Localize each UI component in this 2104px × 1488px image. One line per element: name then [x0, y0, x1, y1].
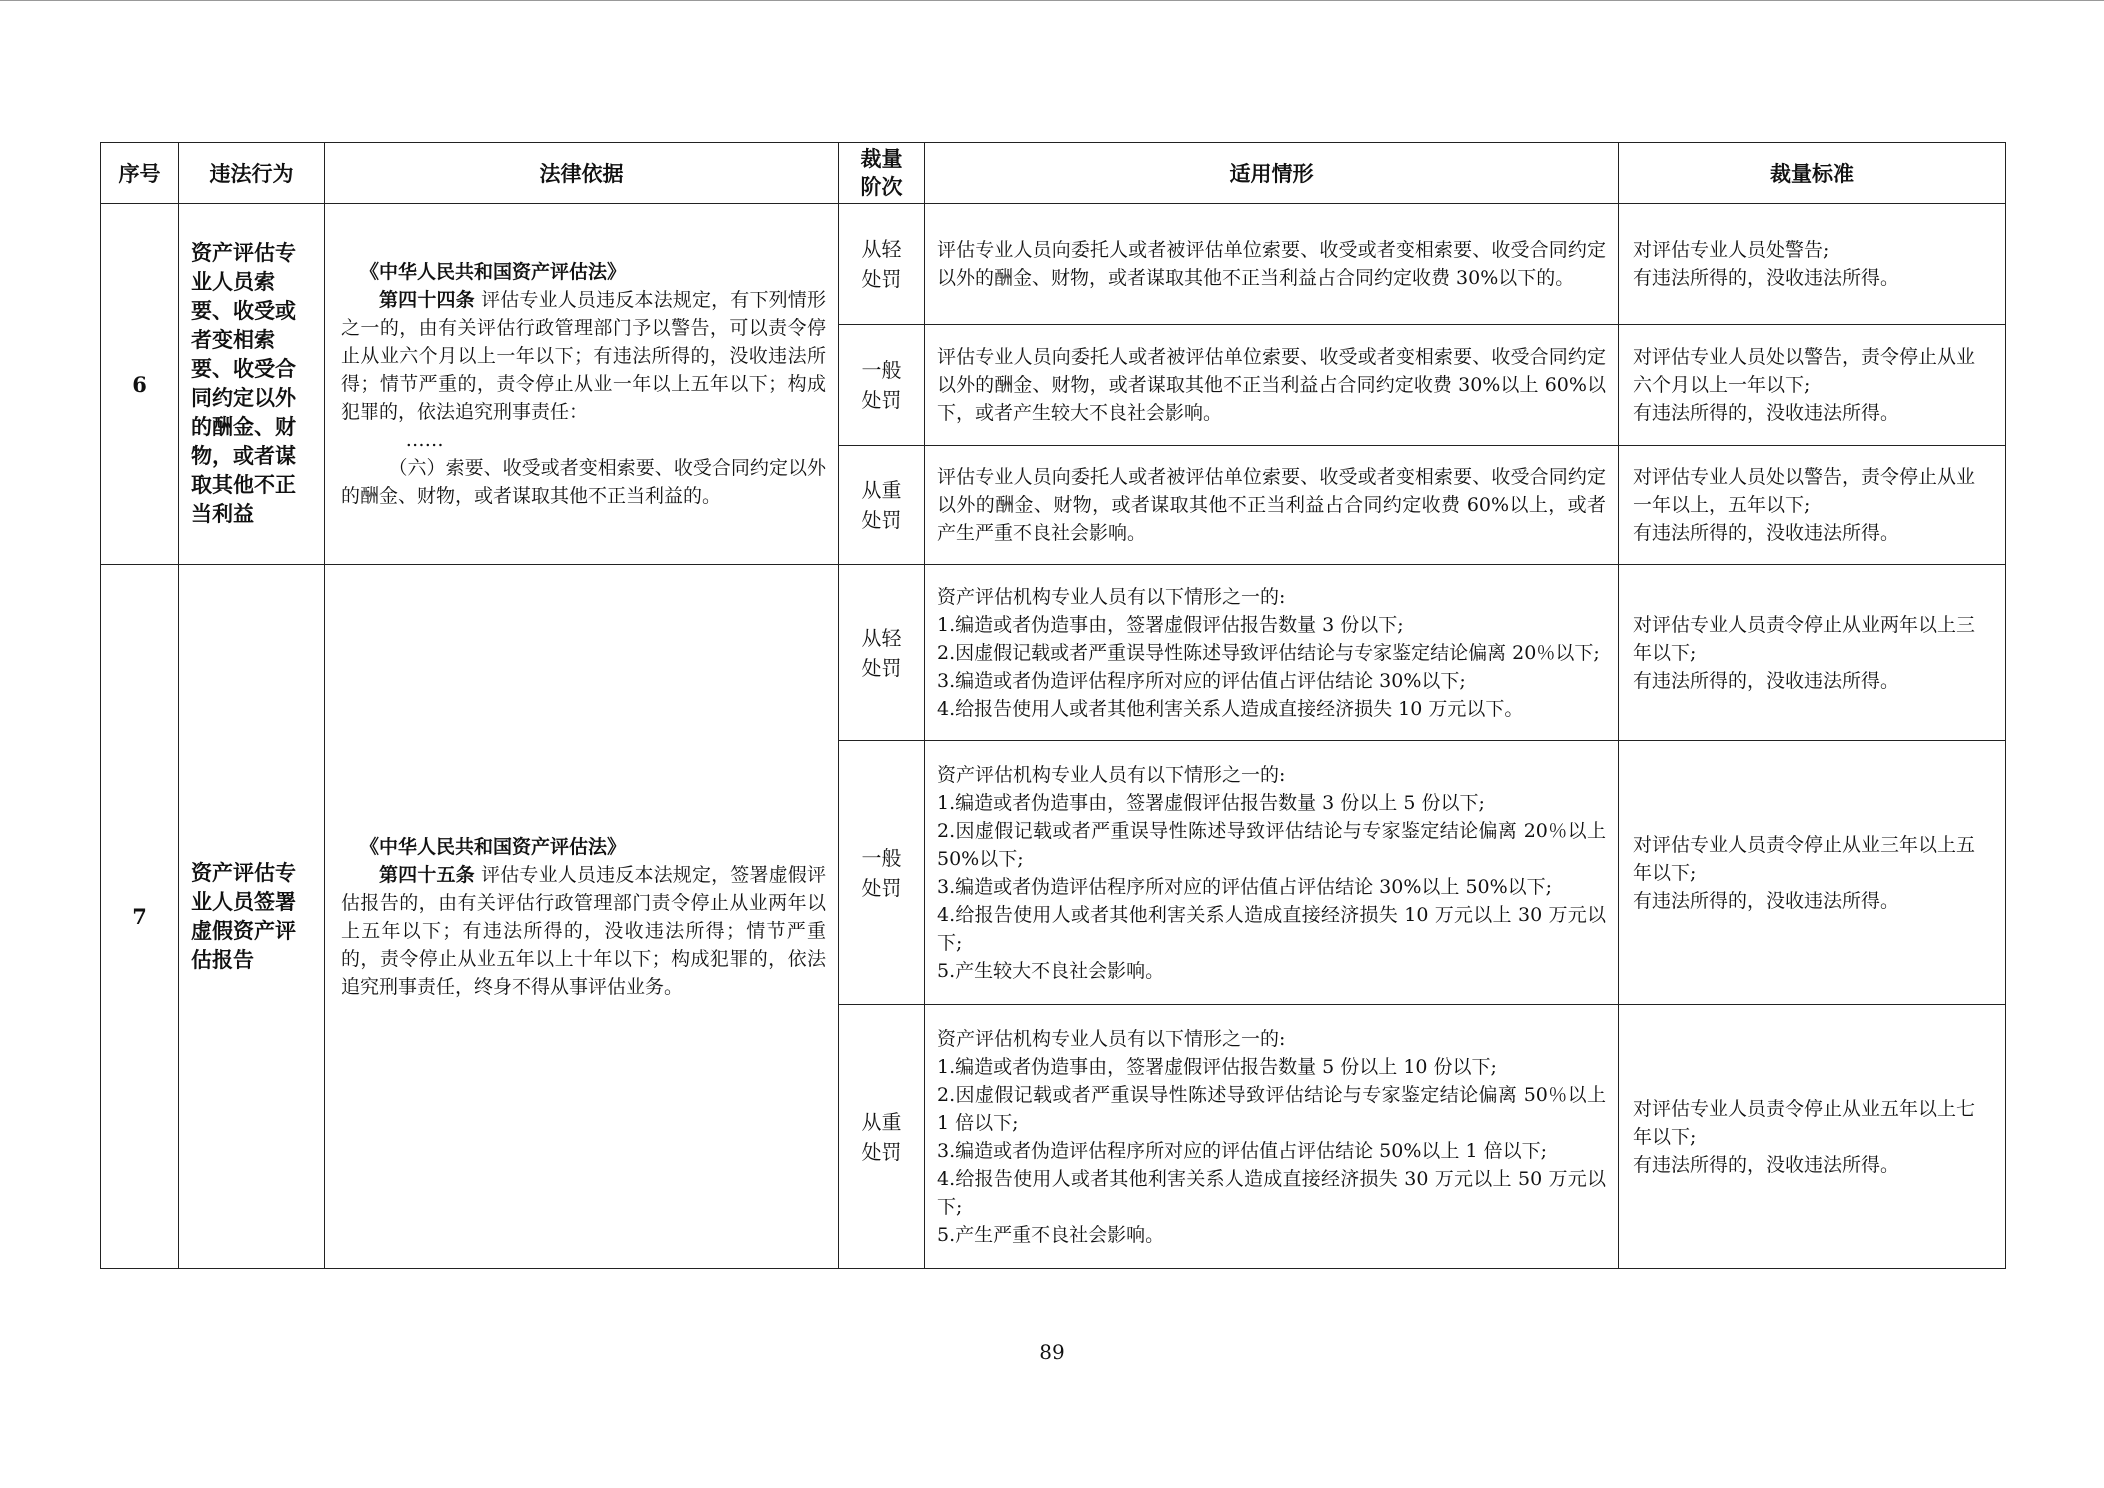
- level-cell: [839, 325, 925, 446]
- level-label: 从轻处罚: [861, 237, 902, 291]
- standard-line: 对评估专业人员责令停止从业三年以上五年以下;: [1633, 833, 1976, 884]
- situation-line: 资产评估机构专业人员有以下情形之一的:: [937, 585, 1286, 608]
- standard-line: 有违法所得的，没收违法所得。: [1633, 522, 1900, 544]
- page-number: 89: [1039, 1340, 1065, 1364]
- header-seq: 序号: [101, 143, 179, 204]
- header-level: [839, 143, 925, 204]
- standard-line: 有违法所得的，没收违法所得。: [1633, 267, 1900, 289]
- header-legal-basis: 法律依据: [325, 143, 839, 204]
- header-violation: 违法行为: [179, 143, 325, 204]
- level-cell: [839, 1005, 925, 1269]
- law-text: 评估专业人员违反本法规定，签署虚假评估报告的，由有关评估行政管理部门责令停止从业两年以上五年以下；有违法所得的，没收违法所得；情节严重的，责令停止从业五年以上十年以下；构成犯罪的，依法追究刑事责任，终身不得从事评估业务。: [341, 863, 826, 998]
- situation-line: 3.编造或者伪造评估程序所对应的评估值占评估结论 30%以上 50%以下;: [937, 875, 1553, 898]
- law-title: 《中华人民共和国资产评估法》: [360, 835, 627, 858]
- level-label: 从重处罚: [861, 1109, 902, 1164]
- level-cell: [839, 741, 925, 1005]
- law-item: （六）索要、收受或者变相索要、收受合同约定以外的酬金、财物，或者谋取其他不正当利益的。: [341, 457, 826, 507]
- situation-cell: [925, 1005, 1619, 1269]
- situation-line: 3.编造或者伪造评估程序所对应的评估值占评估结论 30%以下;: [937, 669, 1466, 692]
- standard-line: 有违法所得的，没收违法所得。: [1633, 669, 1900, 692]
- situation-line: 资产评估机构专业人员有以下情形之一的:: [937, 763, 1286, 786]
- table-row: [101, 204, 2006, 325]
- law-article: 第四十五条: [379, 863, 475, 886]
- standard-line: 对评估专业人员责令停止从业五年以上七年以下;: [1633, 1097, 1976, 1148]
- situation-cell: [925, 741, 1619, 1005]
- law-body: [341, 861, 826, 1001]
- row-legal-basis: [325, 565, 839, 1269]
- situation-line: 2.因虚假记载或者严重误导性陈述导致评估结论与专家鉴定结论偏离 50％以上 1 倍以下;: [937, 1083, 1606, 1134]
- situation-line: 5.产生较大不良社会影响。: [937, 959, 1165, 982]
- situation-line: 评估专业人员向委托人或者被评估单位索要、收受或者变相索要、收受合同约定以外的酬金、财物，或者谋取其他不正当利益占合同约定收费 30%以上 60%以下，或者产生较大不良社会影响。: [937, 346, 1606, 424]
- row-seq: 6: [101, 204, 179, 565]
- standard-line: 对评估专业人员处以警告，责令停止从业一年以上，五年以下;: [1633, 466, 1976, 516]
- row-violation: 资产评估专业人员索要、收受或者变相索要、收受合同约定以外的酬金、财物，或者谋取其他不正当利益: [179, 204, 325, 565]
- standard-line: 对评估专业人员责令停止从业两年以上三年以下;: [1633, 613, 1976, 664]
- level-cell: [839, 446, 925, 565]
- situation-line: 评估专业人员向委托人或者被评估单位索要、收受或者变相索要、收受合同约定以外的酬金、财物，或者谋取其他不正当利益占合同约定收费 30%以下的。: [937, 239, 1606, 289]
- law-ellipsis: ……: [405, 429, 444, 451]
- situation-line: 资产评估机构专业人员有以下情形之一的:: [937, 1027, 1286, 1050]
- level-cell: [839, 565, 925, 741]
- situation-cell: [925, 204, 1619, 325]
- law-title: 《中华人民共和国资产评估法》: [360, 261, 627, 283]
- level-label: 从轻处罚: [861, 625, 902, 680]
- situation-line: 2.因虚假记载或者严重误导性陈述导致评估结论与专家鉴定结论偏离 20％以上 50%以下;: [937, 819, 1606, 870]
- standard-line: 有违法所得的，没收违法所得。: [1633, 402, 1900, 424]
- standard-line: 对评估专业人员处警告;: [1633, 239, 1830, 261]
- row-legal-basis: [325, 204, 839, 565]
- situation-line: 1.编造或者伪造事由，签署虚假评估报告数量 5 份以上 10 份以下;: [937, 1055, 1497, 1078]
- standard-line: 有违法所得的，没收违法所得。: [1633, 1153, 1900, 1176]
- situation-cell: [925, 325, 1619, 446]
- situation-line: 1.编造或者伪造事由，签署虚假评估报告数量 3 份以下;: [937, 613, 1404, 636]
- situation-line: 4.给报告使用人或者其他利害关系人造成直接经济损失 30 万元以上 50 万元以下;: [937, 1167, 1606, 1218]
- law-text: 评估专业人员违反本法规定，有下列情形之一的，由有关评估行政管理部门予以警告，可以责令停止从业六个月以上一年以下；有违法所得的，没收违法所得；情节严重的，责令停止从业一年以上五年以下；构成犯罪的，依法追究刑事责任：: [341, 289, 826, 423]
- situation-line: 4.给报告使用人或者其他利害关系人造成直接经济损失 10 万元以上 30 万元以下;: [937, 903, 1606, 954]
- situation-line: 4.给报告使用人或者其他利害关系人造成直接经济损失 10 万元以下。: [937, 697, 1524, 720]
- level-cell: [839, 204, 925, 325]
- situation-line: 2.因虚假记载或者严重误导性陈述导致评估结论与专家鉴定结论偏离 20％以下;: [937, 641, 1600, 664]
- standard-cell: [1619, 446, 2006, 565]
- situation-line: 3.编造或者伪造评估程序所对应的评估值占评估结论 50%以上 1 倍以下;: [937, 1139, 1547, 1162]
- situation-line: 5.产生严重不良社会影响。: [937, 1223, 1165, 1246]
- law-article: 第四十四条: [379, 289, 475, 311]
- situation-line: 评估专业人员向委托人或者被评估单位索要、收受或者变相索要、收受合同约定以外的酬金、财物，或者谋取其他不正当利益占合同约定收费 60%以上，或者产生严重不良社会影响。: [937, 466, 1606, 544]
- table-header-row: [101, 143, 2006, 204]
- situation-cell: [925, 446, 1619, 565]
- standard-cell: [1619, 325, 2006, 446]
- row-violation: 资产评估专业人员签署虚假资产评估报告: [179, 565, 325, 1269]
- top-rule: [0, 0, 2104, 1]
- standard-line: 有违法所得的，没收违法所得。: [1633, 889, 1900, 912]
- level-label: 从重处罚: [861, 478, 902, 532]
- standard-cell: [1619, 565, 2006, 741]
- row-seq: 7: [101, 565, 179, 1269]
- standard-cell: [1619, 1005, 2006, 1269]
- discretion-standards-table: [100, 142, 2006, 1269]
- standard-cell: [1619, 741, 2006, 1005]
- table-row: [101, 565, 2006, 741]
- situation-line: 1.编造或者伪造事由，签署虚假评估报告数量 3 份以上 5 份以下;: [937, 791, 1485, 814]
- header-level-label: 裁量阶次: [860, 147, 903, 199]
- header-standard: 裁量标准: [1619, 143, 2006, 204]
- standard-cell: [1619, 204, 2006, 325]
- law-body: [341, 286, 826, 426]
- level-label: 一般处罚: [861, 845, 902, 900]
- situation-cell: [925, 565, 1619, 741]
- level-label: 一般处罚: [861, 358, 902, 412]
- standard-line: 对评估专业人员处以警告，责令停止从业六个月以上一年以下;: [1633, 346, 1976, 396]
- header-situation: 适用情形: [925, 143, 1619, 204]
